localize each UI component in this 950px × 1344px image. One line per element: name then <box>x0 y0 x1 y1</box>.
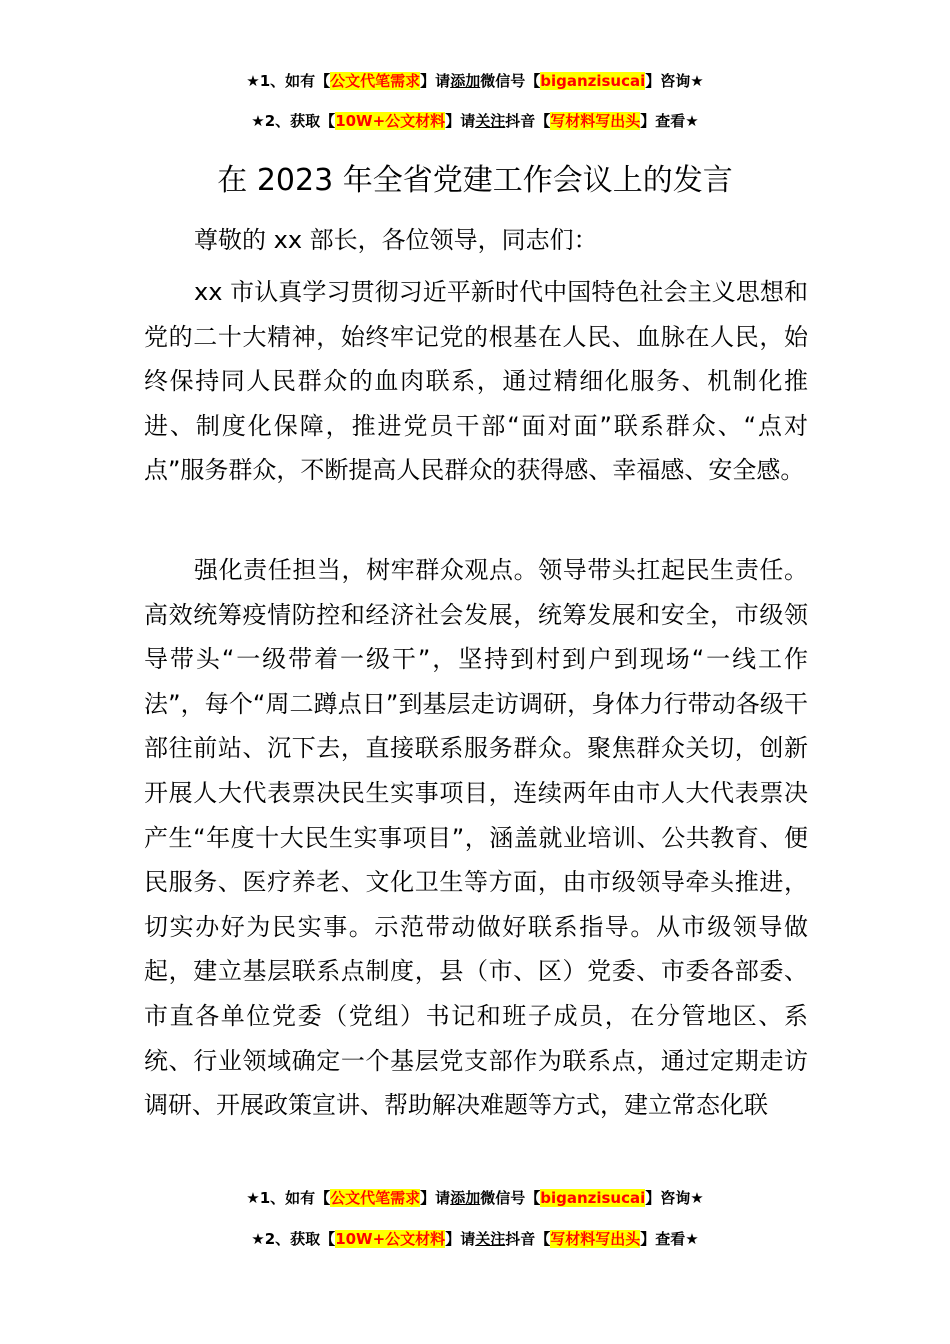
promo-text: ★2、获取【 <box>251 112 336 130</box>
promo-underlined: 添加 <box>450 1189 481 1207</box>
promo-text: 微信号【 <box>480 1189 541 1207</box>
promo-underlined: 关注 <box>475 112 506 130</box>
promo-text: 】查看★ <box>640 1230 699 1248</box>
promo-text: ★2、获取【 <box>251 1230 336 1248</box>
promo-underlined: 添加 <box>450 72 481 90</box>
promo-text: 】请 <box>420 1189 451 1207</box>
promo-text: 】请 <box>420 72 451 90</box>
promo-text: 】请 <box>445 1230 476 1248</box>
wechat-id: biganzisucai <box>540 72 646 90</box>
salutation: 尊敬的 xx 部长，各位领导，同志们： <box>194 226 598 254</box>
promo-highlight: 10W+公文材料 <box>335 1230 446 1248</box>
promo-text: 】请 <box>445 112 476 130</box>
promo-line-2-top <box>0 110 950 132</box>
promo-highlight: 公文代笔需求 <box>330 72 421 90</box>
promo-text: 抖音【 <box>505 1230 551 1248</box>
promo-highlight: 公文代笔需求 <box>330 1189 421 1207</box>
promo-underlined: 关注 <box>475 1230 506 1248</box>
document-title: 在 2023 年全省党建工作会议上的发言 <box>217 163 733 198</box>
wechat-id: biganzisucai <box>540 1189 646 1207</box>
paragraph-1: xx 市认真学习贯彻习近平新时代中国特色社会主义思想和党的二十大精神，始终牢记党的根基在人民、血脉在人民，始终保持同人民群众的血肉联系，通过精细化服务、机制化推进、制度化保障，推进党员干部“面对面”联系群众、“点对点”服务群众，不断提高人民群众的获得感、幸福感、安全感。 <box>144 278 808 485</box>
paragraph-2: 强化责任担当，树牢群众观点。领导带头扛起民生责任。高效统筹疫情防控和经济社会发展，统筹发展和安全，市级领导带头“一级带着一级干”，坚持到村到户到现场“一线工作法”，每个“周二蹲点日”到基层走访调研，身体力行带动各级干部往前站、沉下去，直接联系服务群众。聚焦群众关切，创新开展人大代表票决民生实事项目，连续两年由市人大代表票决产生“年度十大民生实事项目”，涵盖就业培训、公共教育、便民服务、医疗养老、文化卫生等方面，由市级领导牵头推进，切实办好为民实事。示范带动做好联系指导。从市级领导做起，建立基层联系点制度，县（市、区）党委、市委各部委、市直各单位党委（党组）书记和班子成员，在分管地区、系统、行业领域确定一个基层党支部作为联系点，通过定期走访调研、开展政策宣讲、帮助解决难题等方式，建立常态化联 <box>144 556 808 1120</box>
douyin-id: 写材料写出头 <box>550 112 641 130</box>
promo-text: 微信号【 <box>480 72 541 90</box>
promo-text: ★1、如有【 <box>246 1189 331 1207</box>
promo-text: 】咨询★ <box>645 72 704 90</box>
promo-text: ★1、如有【 <box>246 72 331 90</box>
promo-line-1-bottom <box>0 1187 950 1209</box>
douyin-id: 写材料写出头 <box>550 1230 641 1248</box>
promo-text: 】咨询★ <box>645 1189 704 1207</box>
promo-text: 抖音【 <box>505 112 551 130</box>
promo-text: 】查看★ <box>640 112 699 130</box>
promo-line-1-top <box>0 70 950 92</box>
promo-highlight: 10W+公文材料 <box>335 112 446 130</box>
promo-line-2-bottom <box>0 1228 950 1250</box>
